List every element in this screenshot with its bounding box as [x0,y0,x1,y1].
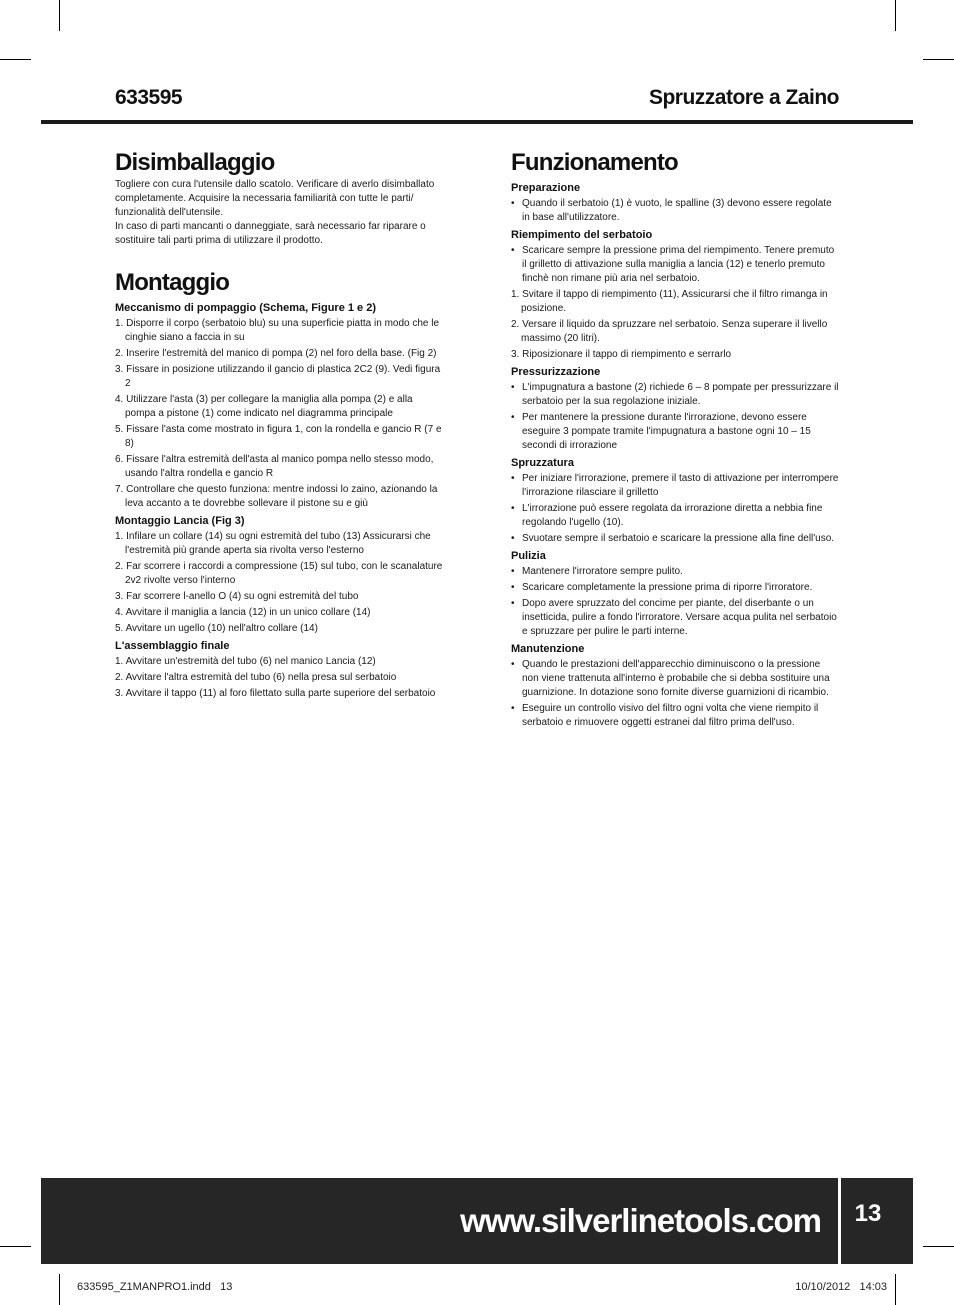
subheading: Montaggio Lancia (Fig 3) [115,515,245,527]
bullet-list [511,197,839,225]
header-rule [41,120,913,124]
bullet-list [511,565,839,639]
bullet-list [511,658,839,730]
left-column [115,148,445,703]
list-item: 3. Fissare in posizione utilizzando il gancio di plastica 2C2 (9). Vedi figura 2 [115,364,441,389]
page-number: 13 [854,1200,882,1227]
product-code: 633595 [115,86,183,109]
page-title: Spruzzatore a Zaino [648,86,839,109]
print-slug-datetime: 10/10/2012 14:03 [795,1281,887,1293]
subheading: Riempimento del serbatoio [511,229,653,241]
list-item: 3. Far scorrere l-anello O (4) su ogni estremità del tubo [115,591,359,602]
list-item: 1. Avvitare un'estremità del tubo (6) nel manico Lancia (12) [115,656,376,667]
crop-mark [59,0,60,31]
subheading: Pulizia [511,550,546,562]
numbered-list [511,288,839,362]
section-heading-funzionamento: Funzionamento [511,149,678,176]
list-item: 6. Fissare l'altra estremità dell'asta al manico pompa nello stesso modo, usando l'altra rondella e gancio R [115,454,434,479]
subheading: Preparazione [511,182,581,194]
website-url[interactable]: www.silverlinetools.com [460,1202,821,1239]
list-item: 1. Infilare un collare (14) su ogni estremità del tubo (13) Assicurarsi che l'estremità più grande aperta sia rivolta verso l'esterno [115,531,431,556]
crop-mark [0,1246,31,1247]
list-item: 1. Disporre il corpo (serbatoio blu) su una superficie piatta in modo che le cinghie siano a faccia in su [115,318,440,343]
print-slug-file: 633595_Z1MANPRO1.indd 13 [77,1281,233,1293]
paragraph: Togliere con cura l'utensile dallo scatolo. Verificare di averlo disimballato completamente. Acquisire la necessaria familiarità con tutte le parti/ funzionalità dell'utensile. [115,179,435,218]
list-item: • Per iniziare l'irrorazione, premere il tasto di attivazione per interrompere l'irrorazione rilasciare il grilletto [511,472,839,500]
list-item: 7. Controllare che questo funziona: mentre indossi lo zaino, azionando la leva accanto a te dovrebbe sollevare il pistone su e giù [115,484,438,509]
crop-mark [895,0,896,31]
list-item: 5. Avvitare un ugello (10) nell'altro collare (14) [115,623,318,634]
bullet-list [511,244,839,286]
list-item: • Quando il serbatoio (1) è vuoto, le spalline (3) devono essere regolate in base all'utilizzatore. [511,197,839,225]
list-item: • Quando le prestazioni dell'apparecchio diminuiscono o la pressione non viene trattenuta all'interno è probabile che si debba sostituire una guarnizione. In dotazione sono fornite diverse guarnizioni di ricambio. [511,658,839,700]
subheading: Manutenzione [511,643,585,655]
subheading: L'assemblaggio finale [115,640,230,652]
list-item: • Dopo avere spruzzato del concime per piante, del diserbante o un insetticida, pulire a fondo l'irroratore. Versare acqua pulita nel serbatoio e spruzzare per pulire le parti interne. [511,597,839,639]
list-item: • L'irrorazione può essere regolata da irrorazione diretta a nebbia fine regolando l'ugello (10). [511,502,839,530]
section-heading-montaggio: Montaggio [115,269,230,296]
list-item: 3. Avvitare il tappo (11) al foro filettato sulla parte superiore del serbatoio [115,688,436,699]
list-item: • L'impugnatura a bastone (2) richiede 6 – 8 pompate per pressurizzare il serbatoio per la sua regolazione iniziale. [511,381,839,409]
list-item: 2. Inserire l'estremità del manico di pompa (2) nel foro della base. (Fig 2) [115,348,437,359]
numbered-list [115,530,445,636]
list-item: 3. Riposizionare il tappo di riempimento e serrarlo [511,349,732,360]
crop-mark [59,1274,60,1305]
list-item: 1. Svitare il tappo di riempimento (11), Assicurarsi che il filtro rimanga in posizione. [511,289,828,314]
numbered-list [115,317,445,511]
crop-mark [923,59,954,60]
list-item: • Svuotare sempre il serbatoio e scaricare la pressione alla fine dell'uso. [511,532,839,546]
website-link[interactable] [41,1178,821,1264]
list-item: • Scaricare completamente la pressione prima di riporre l'irroratore. [511,581,839,595]
list-item: • Eseguire un controllo visivo del filtro ogni volta che viene riempito il serbatoio e rimuovere oggetti estranei dal filtro prima dell'uso. [511,702,839,730]
list-item: 4. Avvitare il maniglia a lancia (12) in un unico collare (14) [115,607,371,618]
paragraph: In caso di parti mancanti o danneggiate, sarà necessario far riparare o sostituire tali parti prima di utilizzare il prodotto. [115,221,426,246]
bullet-list [511,472,839,546]
bullet-list [511,381,839,453]
crop-mark [0,59,31,60]
list-item: 2. Versare il liquido da spruzzare nel serbatoio. Senza superare il livello massimo (20 litri). [511,319,828,344]
subheading: Spruzzatura [511,457,574,469]
crop-mark [895,1274,896,1305]
list-item: 2. Avvitare l'altra estremità del tubo (6) nella presa sul serbatoio [115,672,397,683]
list-item: 2. Far scorrere i raccordi a compressione (15) sul tubo, con le scanalature 2v2 rivolte verso l'interno [115,561,443,586]
numbered-list [115,655,445,701]
list-item: 5. Fissare l'asta come mostrato in figura 1, con la rondella e gancio R (7 e 8) [115,424,442,449]
list-item: • Per mantenere la pressione durante l'irrorazione, devono essere eseguire 3 pompate tramite l'impugnatura a bastone ogni 10 – 15 secondi di irrorazione [511,411,839,453]
list-item: • Scaricare sempre la pressione prima del riempimento. Tenere premuto il grilletto di attivazione sulla maniglia a lancia (12) e tenerlo premuto finchè non rimane più aria nel serbatoio. [511,244,839,286]
section-heading-disimballaggio: Disimballaggio [115,149,275,176]
subheading: Pressurizzazione [511,366,601,378]
subheading: Meccanismo di pompaggio (Schema, Figure 1 e 2) [115,302,377,314]
list-item: 4. Utilizzare l'asta (3) per collegare la maniglia alla pompa (2) e alla pompa a pistone (1) come indicato nel diagramma principale [115,394,413,419]
list-item: • Mantenere l'irroratore sempre pulito. [511,565,839,579]
crop-mark [923,1246,954,1247]
right-column [511,148,839,732]
